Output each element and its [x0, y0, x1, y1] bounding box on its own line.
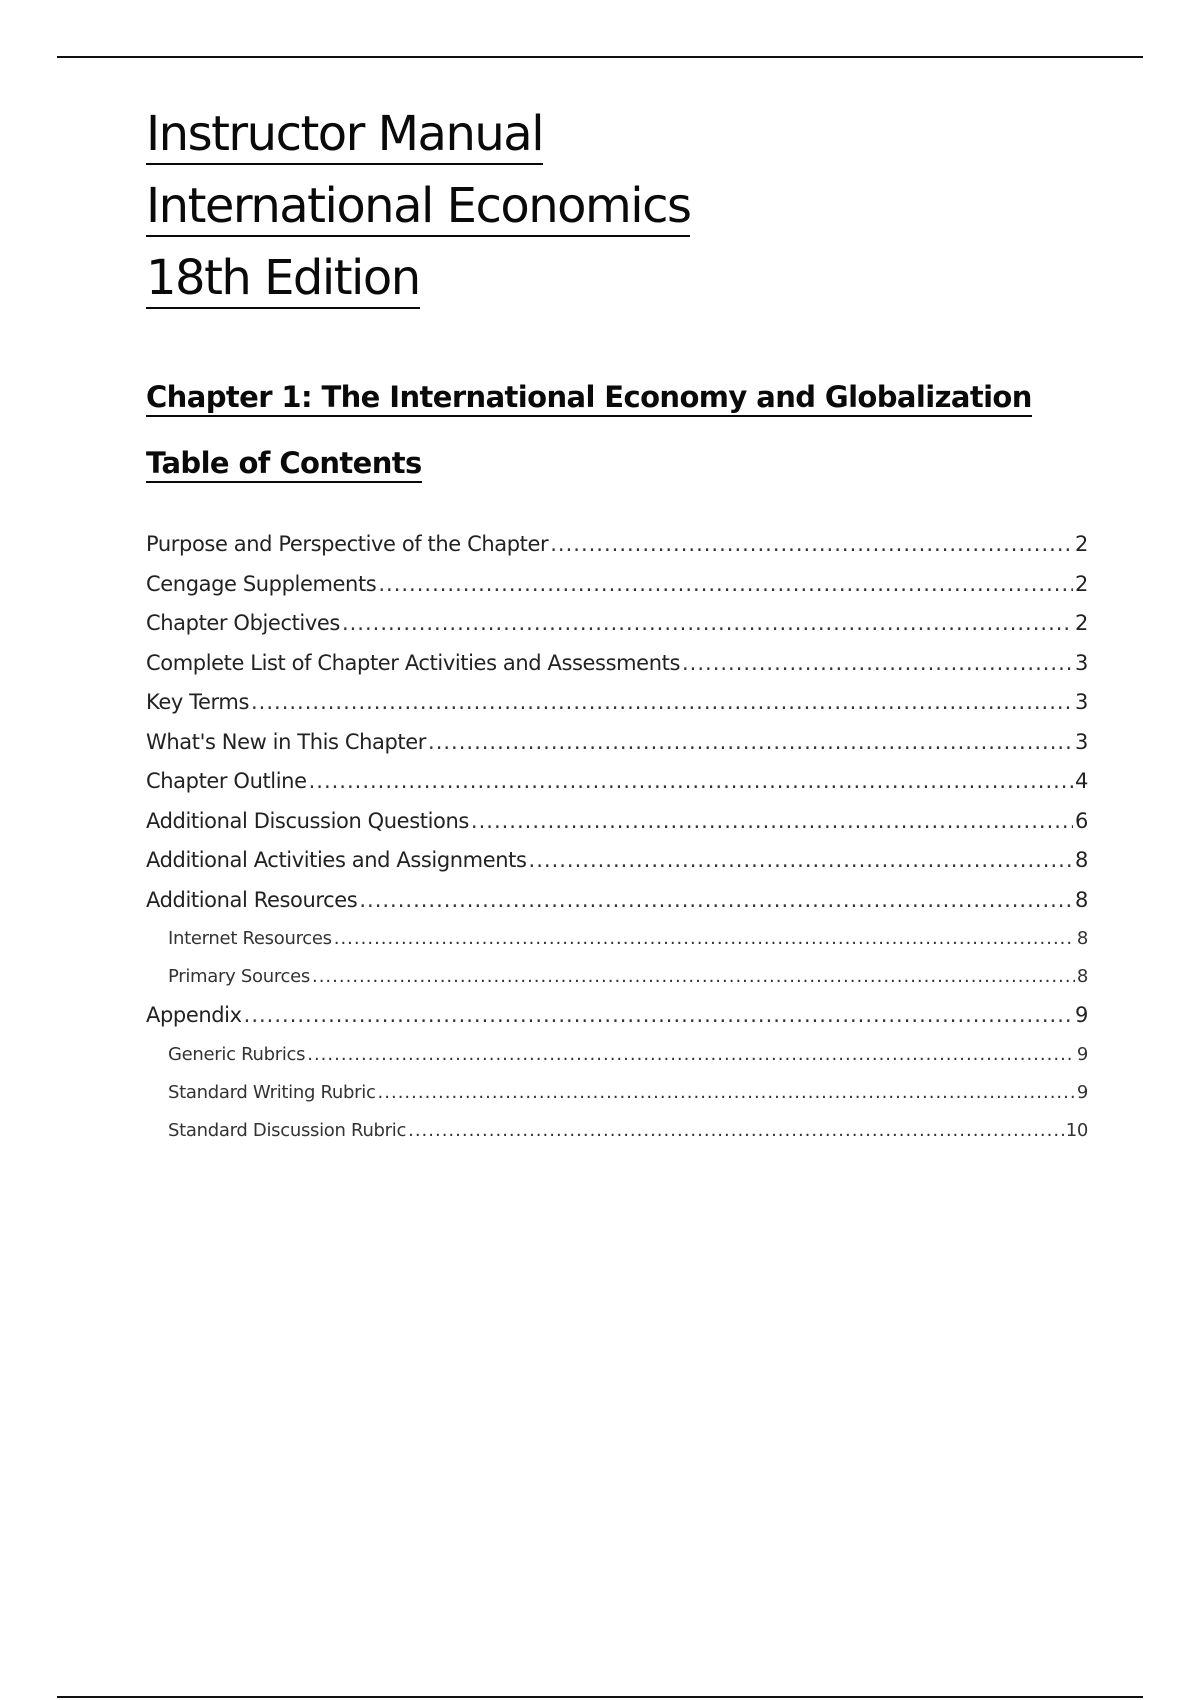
- toc-entry[interactable]: [146, 644, 1088, 684]
- toc-entry-page: 4: [1075, 769, 1088, 793]
- toc-entry-label: What's New in This Chapter: [146, 729, 427, 754]
- table-of-contents: [146, 525, 1088, 1150]
- toc-entry[interactable]: [146, 1074, 1088, 1112]
- toc-heading: [146, 445, 1088, 481]
- toc-dot-leader: [378, 1074, 1075, 1112]
- toc-entry-label: Chapter Outline: [146, 769, 307, 793]
- toc-entry-label: Additional Activities and Assignments: [146, 848, 527, 872]
- toc-entry[interactable]: [146, 1112, 1088, 1150]
- toc-entry[interactable]: [146, 996, 1088, 1036]
- toc-entry-page: 2: [1075, 571, 1088, 596]
- toc-entry-page: 2: [1075, 611, 1088, 635]
- toc-dot-leader: [359, 881, 1073, 921]
- toc-entry[interactable]: [146, 604, 1088, 644]
- bottom-rule: [57, 1696, 1143, 1698]
- toc-entry-page: 3: [1075, 650, 1088, 675]
- toc-entry-page: 3: [1075, 690, 1088, 714]
- toc-dot-leader: [307, 1036, 1075, 1074]
- toc-entry[interactable]: [146, 802, 1088, 842]
- toc-entry-label: Generic Rubrics: [168, 1043, 306, 1065]
- toc-entry-page: 8: [1075, 848, 1088, 872]
- toc-dot-leader: [334, 920, 1075, 958]
- toc-entry-page: 8: [1076, 928, 1088, 949]
- toc-dot-leader: [342, 604, 1073, 644]
- toc-dot-leader: [408, 1112, 1064, 1150]
- toc-entry-label: Primary Sources: [168, 966, 310, 987]
- toc-entry-page: 3: [1075, 729, 1088, 754]
- toc-entry-label: Chapter Objectives: [146, 611, 340, 635]
- toc-entry-page: 10: [1065, 1119, 1088, 1141]
- toc-entry-label: Additional Resources: [146, 887, 358, 912]
- toc-entry-page: 9: [1076, 1043, 1088, 1065]
- title-line-2: [146, 170, 1088, 242]
- toc-entry[interactable]: [146, 958, 1088, 996]
- toc-entry[interactable]: [146, 1036, 1088, 1074]
- toc-entry-page: 9: [1075, 1003, 1088, 1027]
- toc-entry-page: 9: [1076, 1081, 1088, 1103]
- toc-entry[interactable]: [146, 920, 1088, 958]
- toc-dot-leader: [529, 841, 1073, 881]
- toc-entry-label: Standard Writing Rubric: [168, 1081, 376, 1103]
- toc-dot-leader: [471, 802, 1073, 842]
- toc-entry-label: Additional Discussion Questions: [146, 808, 469, 833]
- toc-dot-leader: [309, 762, 1073, 802]
- toc-entry-page: 2: [1075, 532, 1088, 556]
- toc-entry-label: Cengage Supplements: [146, 571, 377, 596]
- toc-heading-text: Table of Contents: [146, 446, 422, 483]
- toc-dot-leader: [251, 683, 1073, 723]
- chapter-heading-text: Chapter 1: The International Economy and Globalization: [146, 380, 1032, 417]
- toc-dot-leader: [244, 996, 1073, 1036]
- toc-entry[interactable]: [146, 762, 1088, 802]
- toc-entry-label: Standard Discussion Rubric: [168, 1119, 407, 1141]
- page-content: [146, 98, 1088, 1166]
- toc-entry[interactable]: [146, 565, 1088, 605]
- top-rule: [57, 56, 1143, 58]
- toc-entry[interactable]: [146, 525, 1088, 565]
- toc-dot-leader: [428, 723, 1073, 763]
- document-title-part: International Economics: [146, 178, 690, 237]
- title-line-1: [146, 98, 1088, 170]
- toc-entry-label: Internet Resources: [168, 928, 332, 949]
- toc-entry[interactable]: [146, 683, 1088, 723]
- toc-entry[interactable]: [146, 841, 1088, 881]
- toc-entry-page: 8: [1076, 966, 1088, 987]
- toc-entry-label: Purpose and Perspective of the Chapter: [146, 532, 549, 556]
- toc-entry-label: Key Terms: [146, 690, 249, 714]
- toc-entry-page: 8: [1075, 887, 1088, 912]
- toc-dot-leader: [378, 565, 1073, 605]
- title-line-3: [146, 242, 1088, 314]
- chapter-heading: [146, 379, 1088, 415]
- toc-entry[interactable]: [146, 881, 1088, 921]
- toc-entry-label: Complete List of Chapter Activities and Assessments: [146, 650, 680, 675]
- document-title-part: 18th Edition: [146, 250, 420, 309]
- toc-dot-leader: [312, 958, 1075, 996]
- toc-dot-leader: [550, 525, 1073, 565]
- document-title-part: Instructor Manual: [146, 106, 543, 165]
- toc-entry[interactable]: [146, 723, 1088, 763]
- toc-entry-page: 6: [1075, 808, 1088, 833]
- toc-entry-label: Appendix: [146, 1003, 242, 1027]
- toc-dot-leader: [682, 644, 1073, 684]
